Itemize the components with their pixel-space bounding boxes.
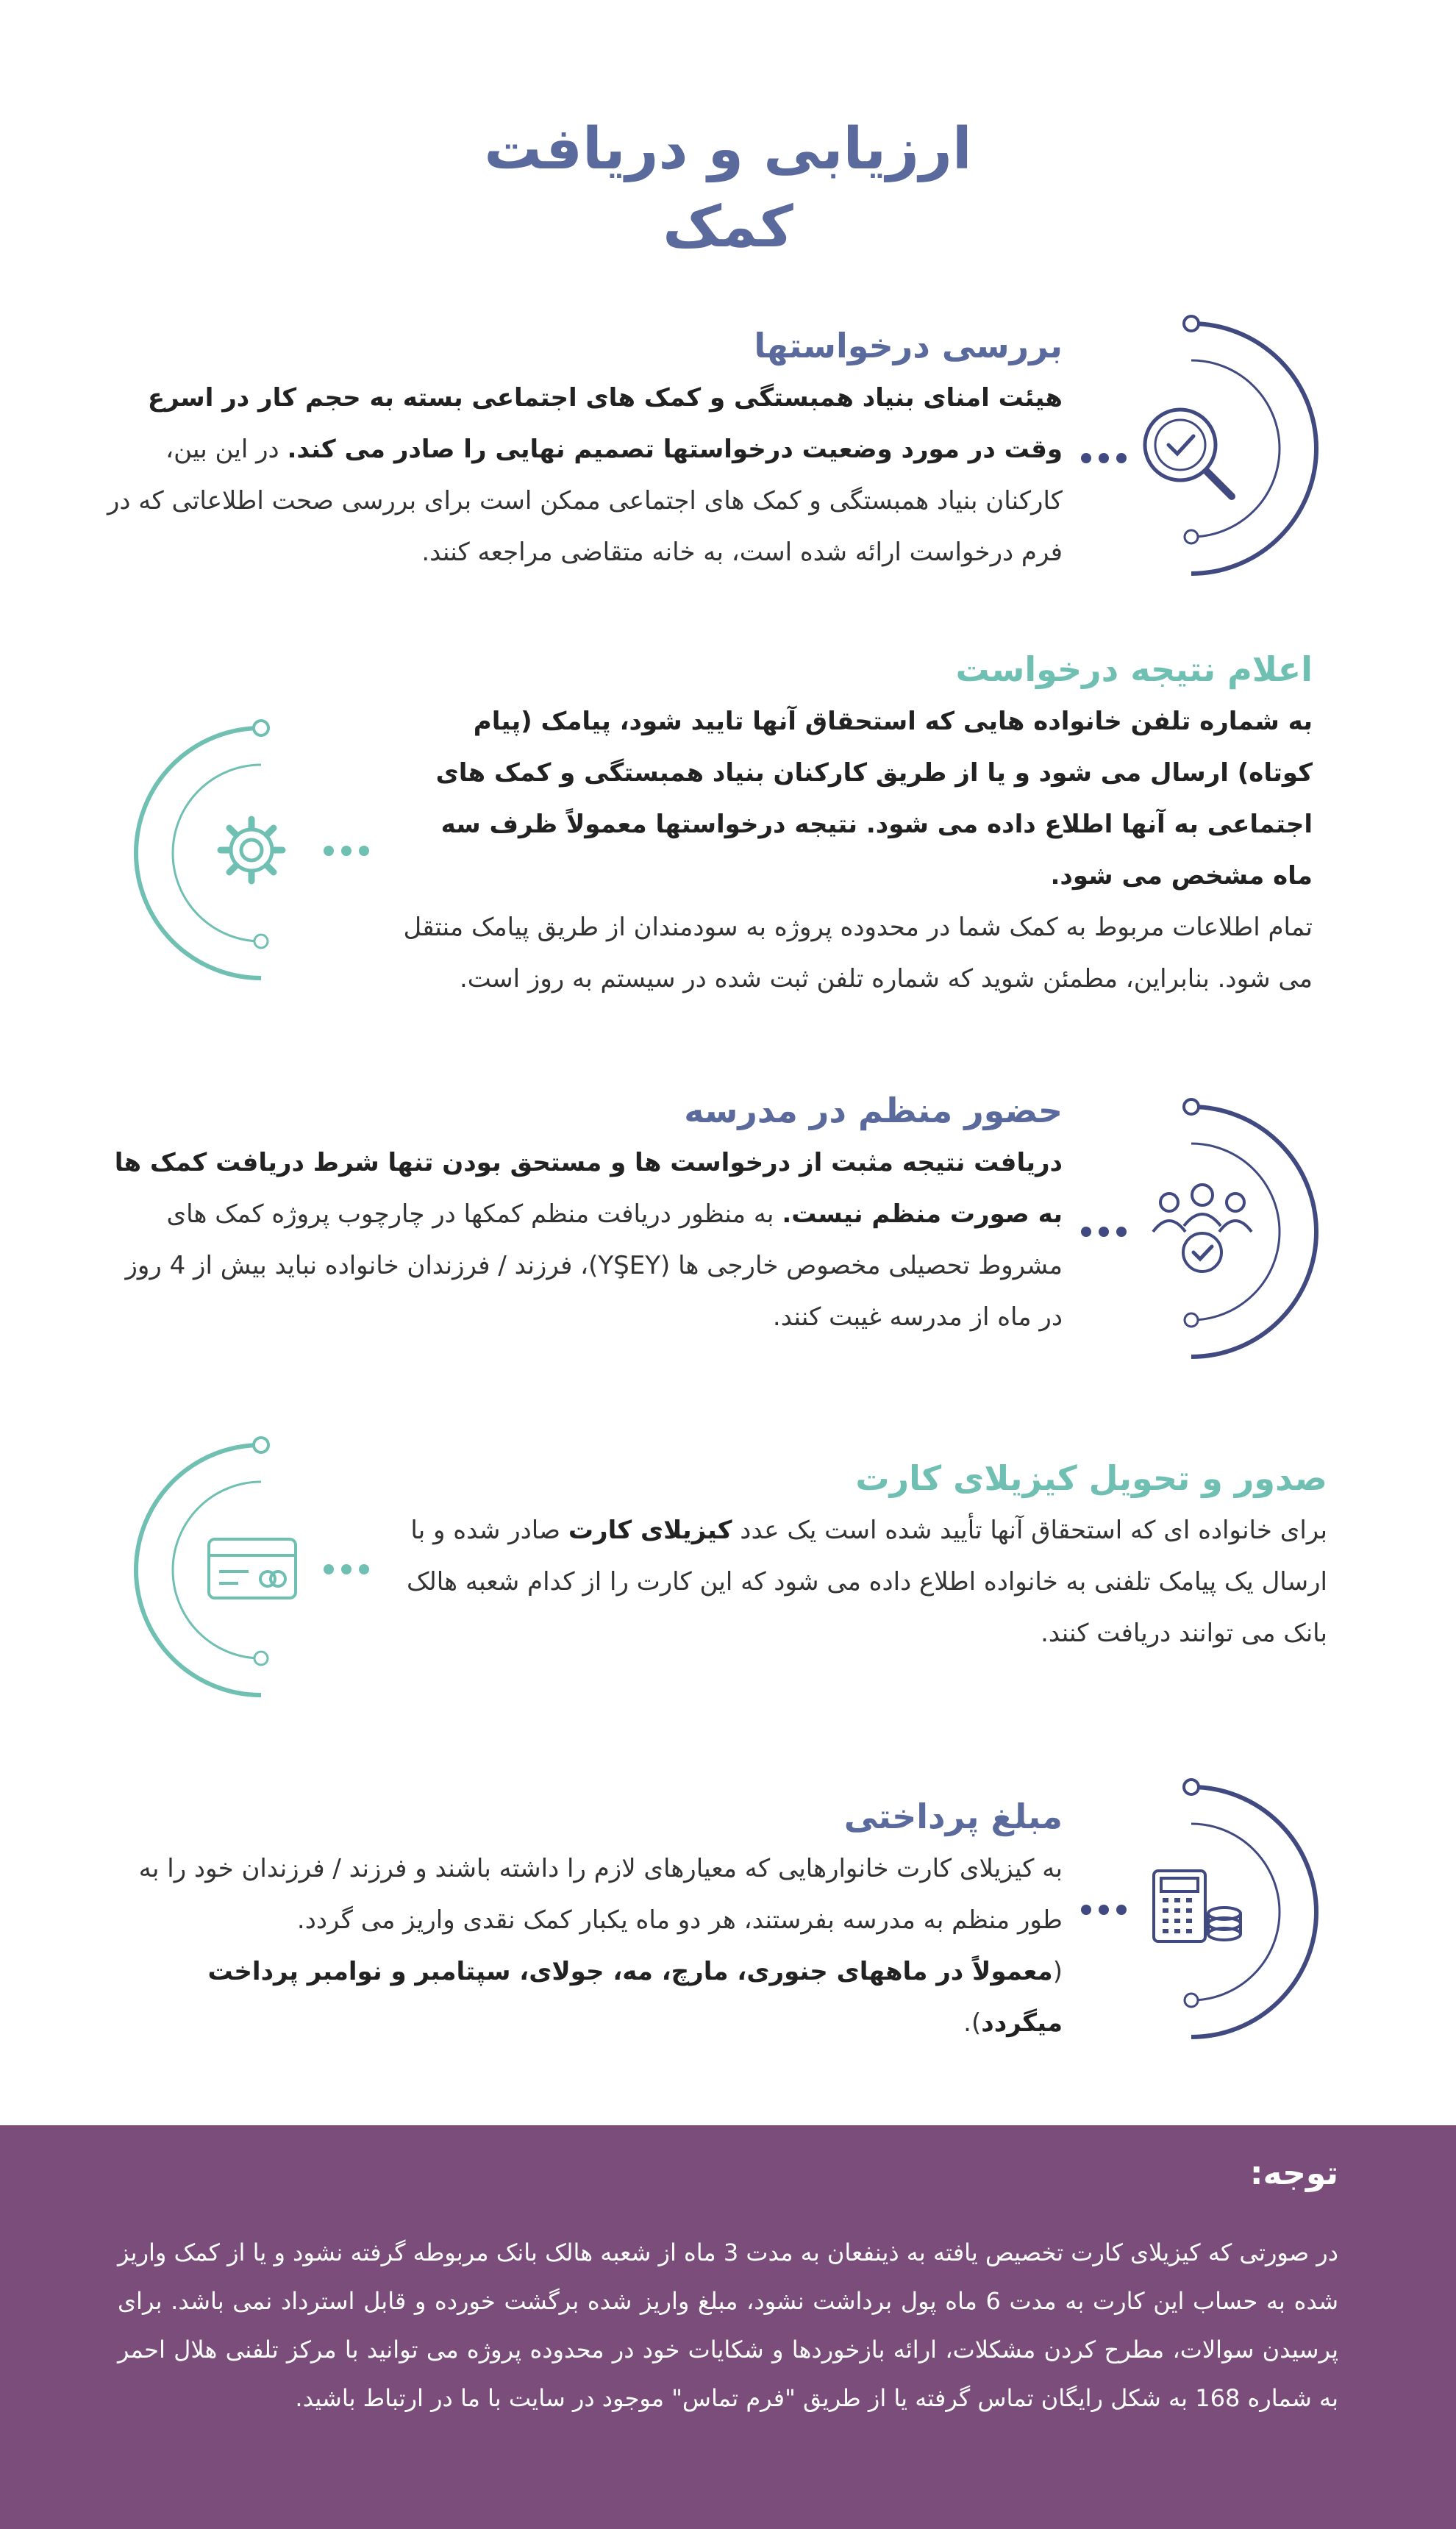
section-2-body [401,696,1313,1005]
section-1-text: در این بین، کارکنان بنیاد همبستگی و کمک های اجتماعی ممکن است برای بررسی صحت اطلاعاتی که در فرم درخواست ارائه شده است، به خانه متقاضی مراجعه کنند. [107,435,1063,567]
section-1-bold-text: هیئت امنای بنیاد همبستگی و کمک های اجتماعی بسته به حجم کار در اسرع وقت در مورد وضعیت درخواستها تصمیم نهایی را صادر می کند. [147,383,1063,464]
note-box [0,2125,1456,2529]
section-4-pre-text: برای خانواده ای که استحقاق آنها تأیید شده است یک عدد [732,1516,1327,1545]
section-1-body [107,372,1063,578]
section-2-bold-text: به شماره تلفن خانواده هایی که استحقاق آنها تایید شود، پیامک (پیام کوتاه) ارسال می شود و یا از طریق کارکنان بنیاد همبستگی و کمک های اجتماعی به آنها اطلاع داده می شود. نتیجه درخواستها معمولاً ظرف سه ماه مشخص می شود. [435,707,1313,891]
section-3-title: حضور منظم در مدرسه [684,1091,1063,1130]
section-2-title: اعلام نتیجه درخواست [955,649,1313,689]
section-2-dots [324,846,369,856]
section-5-title: مبلغ پرداختی [843,1797,1063,1836]
section-2-text: تمام اطلاعات مربوط به کمک شما در محدوده پروژه به سودمندان از طریق پیامک منتقل می شود. بنابراین، مطمئن شوید که شماره تلفن ثبت شده در سیستم به روز است. [403,913,1313,994]
section-3-bold-text: دریافت نتیجه مثبت از درخواست ها و مستحق بودن تنها شرط دریافت کمک ها به صورت منظم نیست. [114,1148,1063,1229]
section-5-text: به کیزیلای کارت خانوارهایی که معیارهای لازم را داشته باشند و فرزند / فرزندان خود را به طور منظم به مدرسه بفرستند، هر دو ماه یکبار کمک نقدی واریز می گردد. [138,1854,1063,1935]
section-5-paren-open: ( [1052,1957,1063,1986]
section-3-dots [1081,1227,1127,1237]
note-title: توجه: [1249,2155,1338,2192]
note-text: در صورتی که کیزیلای کارت تخصیص یافته به ذینفعان به مدت 3 ماه از شعبه هالک بانک مربوطه گرفته نشود و یا از کمک واریز شده به حساب این کارت به مدت 6 ماه پول برداشت نشود، مبلغ واریز شده برگشت خورده و قابل استرداد نمی باشد. برای پرسیدن سوالات، مطرح کردن مشکلات، ارائه بازخوردها و شکایات خود در محدوده پروژه می توانید با مرکز تلفنی هلال احمر به شماره 168 به شکل رایگان تماس گرفته یا از طریق "فرم تماس" موجود در سایت با ما در ارتباط باشید. [118,2239,1339,2412]
section-3-text: به منظور دریافت منظم کمکها در چارچوب پروژه کمک های مشروط تحصیلی مخصوص خارجی ها (YŞEY)، فرزند / فرزندان خانواده نباید بیش از 4 روز در ماه از مدرسه غیبت کنند. [125,1199,1063,1332]
section-review-requests [0,309,1456,603]
section-1-dots [1081,453,1127,463]
section-3-body [107,1137,1063,1343]
section-4-title: صدور و تحویل کیزیلای کارت [855,1458,1327,1498]
page-title [0,110,1456,266]
section-result-announcement [0,640,1456,1081]
section-5-bold-text: معمولاً در ماههای جنوری، مارچ، مه، جولای، سپتامبر و نوامبر پرداخت میگردد [207,1957,1063,2038]
section-payment-amount [0,1765,1456,2074]
section-4-dots [324,1564,369,1574]
section-5-paren-close: ). [963,2008,982,2038]
section-5-body [107,1843,1063,2049]
section-4-body [386,1505,1327,1659]
section-school-attendance [0,1088,1456,1383]
section-4-bold-text: کیزیلای کارت [568,1516,732,1545]
section-5-dots [1081,1905,1127,1915]
section-1-title: بررسی درخواستها [754,326,1063,365]
page-title-line-2: کمک [663,194,793,260]
section-4-text: صادر شده و با ارسال یک پیامک تلفنی به خانواده اطلاع داده می شود که این کارت را از کدام شعبه هالک بانک می توانند دریافت کنند. [406,1516,1327,1648]
section-card-delivery [0,1427,1456,1721]
page-title-line-1: ارزیابی و دریافت [484,116,972,182]
